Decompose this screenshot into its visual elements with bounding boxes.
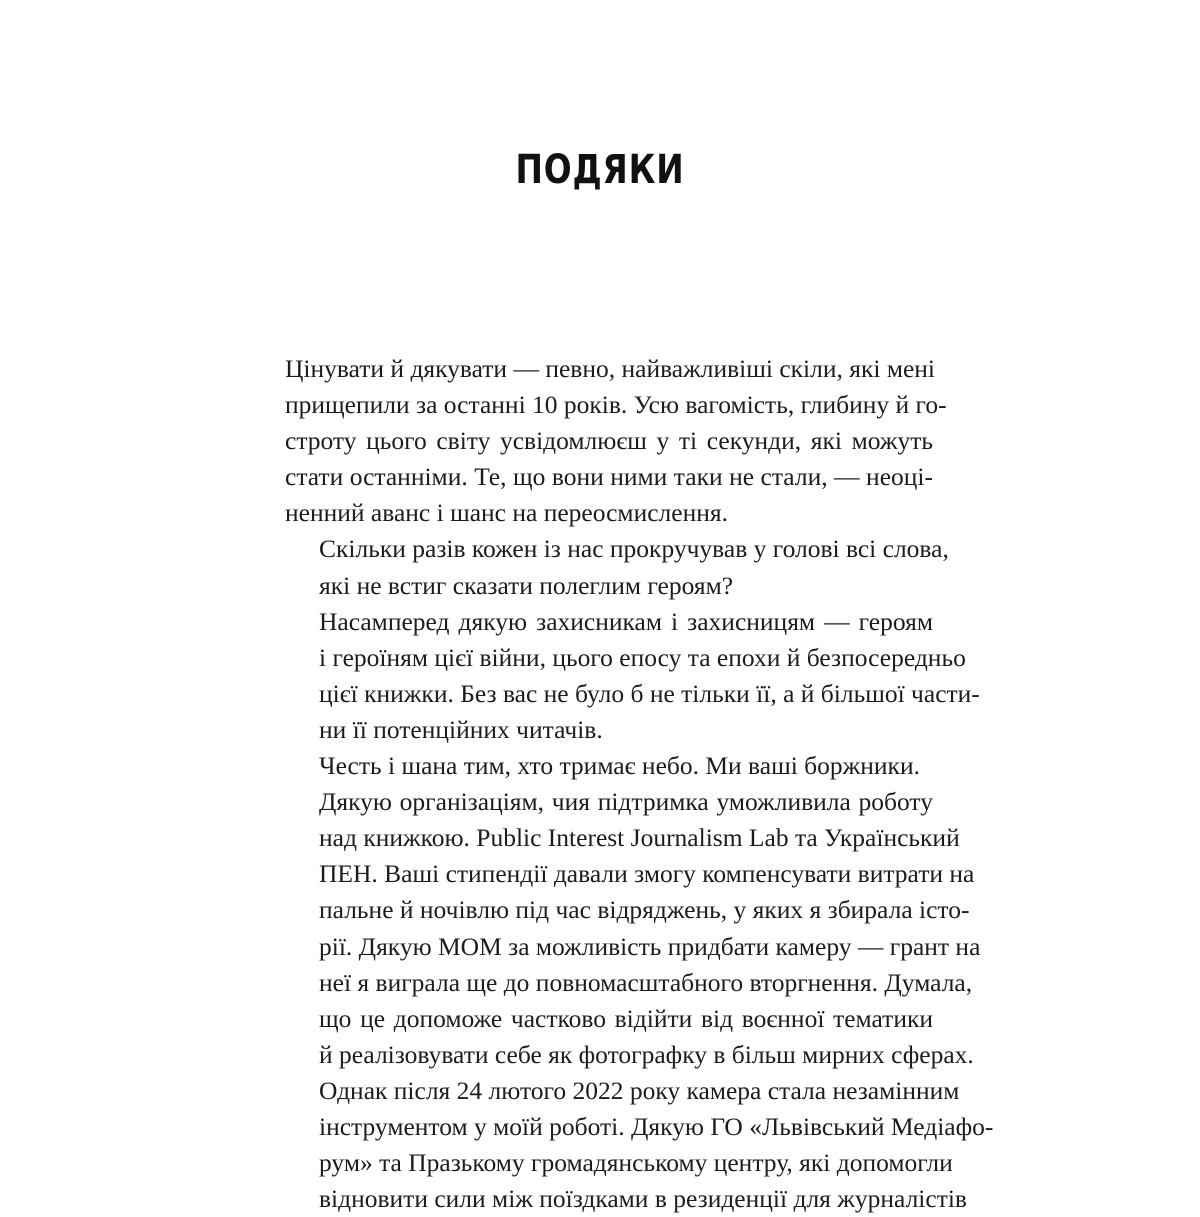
text-line: прищепили за останні 10 років. Усю вагомість, глибину й го- (285, 390, 947, 420)
text-line: ПЕН. Ваші стипендії давали змогу компенсувати витрати на (319, 859, 975, 889)
text-line: ненний аванс і шанс на переосмислення. (285, 498, 728, 528)
text-line: над книжкою. Public Interest Journalism Lab та Український (319, 823, 960, 853)
text-line: Цінувати й дякувати — певно, найважливіші скіли, які мені (285, 354, 936, 383)
text-line: й реалізовувати себе як фотографку в більш мирних сферах. (319, 1039, 974, 1069)
text-line: стати останніми. Те, що вони ними таки не стали, — неоці- (285, 462, 933, 492)
text-line: які не встиг сказати полеглим героям? (319, 570, 734, 600)
text-line: рум» та Празькому громадянському центру, які допомогли (319, 1148, 953, 1178)
text-line: Насамперед дякую захисникам і захисницям — героям (319, 606, 933, 636)
text-line: і героїням цієї війни, цього епосу та епохи й безпосередньо (319, 642, 966, 672)
text-line: цієї книжки. Без вас не було б не тільки її, а й більшої части- (319, 678, 980, 708)
paragraph (285, 604, 980, 748)
text-line: що це допоможе частково відійти від воєнної тематики (319, 1003, 933, 1033)
text-line: рії. Дякую МОМ за можливість придбати камеру — грант на (319, 931, 981, 961)
paragraph (285, 784, 994, 1217)
text-line: Скільки разів кожен із нас прокручував у голові всі слова, (319, 534, 949, 564)
text-line: пальне й ночівлю під час відряджень, у яких я збирала істо- (319, 895, 970, 925)
text-line: Честь і шана тим, хто тримає небо. Ми ваші боржники. (319, 751, 920, 781)
text-line: неї я виграла ще до повномасштабного вторгнення. Думала, (319, 967, 973, 997)
paragraph (285, 351, 947, 531)
text-line: строту цього світу усвідомлюєш у ті секунди, які можуть (285, 426, 933, 456)
paragraph (285, 531, 949, 603)
text-line: Дякую організаціям, чия підтримка уможливила роботу (319, 787, 933, 817)
text-line: інструментом у моїй роботі. Дякую ГО «Львівський Медіафо- (319, 1111, 994, 1141)
paragraph (285, 748, 933, 784)
text-line: відновити сили між поїздками в резиденції для журналістів (319, 1184, 967, 1214)
text-line: Однак після 24 лютого 2022 року камера стала незамінним (319, 1075, 960, 1105)
body-text (285, 351, 994, 1217)
text-line: ни її потенційних читачів. (319, 714, 603, 744)
page-title: ПОДЯКИ (515, 147, 685, 193)
